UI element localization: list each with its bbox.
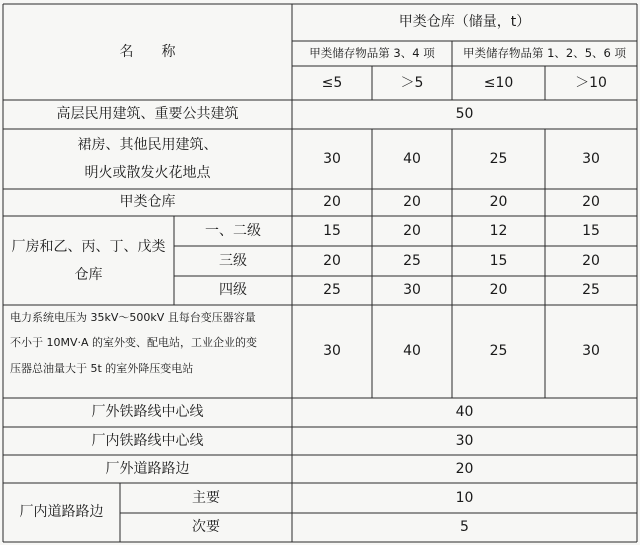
row-label-power-line2: 不小于 10MV·A 的室外变、配电站，工业企业的变 <box>10 336 258 350</box>
row-label-road-out: 厂外道路路边 <box>105 460 190 477</box>
cell-class-a-3: 20 <box>489 194 508 211</box>
cell-grade-4-3: 20 <box>489 282 508 299</box>
row-label-factory-line1: 厂房和乙、丙、丁、戊类 <box>11 238 166 255</box>
cell-grade-4-1: 25 <box>323 282 341 299</box>
row-label-grade-4: 四级 <box>219 282 247 299</box>
cell-grade-3-2: 25 <box>403 252 421 269</box>
row-label-rail-out: 厂外铁路线中心线 <box>91 404 204 421</box>
cell-grade-1-2-2: 20 <box>403 222 421 239</box>
cell-class-a-4: 20 <box>582 194 600 211</box>
cell-grade-4-2: 30 <box>403 282 421 299</box>
column-group-items-3-4: 甲类储存物品第 3、4 项 <box>309 45 435 60</box>
column-group-items-1-2-5-6: 甲类储存物品第 1、2、5、6 项 <box>462 45 627 60</box>
column-sub-le5: ≤5 <box>321 74 343 91</box>
row-label-highrise: 高层民用建筑、重要公共建筑 <box>56 106 239 123</box>
cell-other-2: 40 <box>403 150 421 167</box>
column-sub-gt5: ＞5 <box>400 74 424 91</box>
cell-power-1: 30 <box>323 343 341 360</box>
row-label-other-line2: 明火或散发火花地点 <box>84 165 211 181</box>
row-label-factory <box>3 216 174 305</box>
row-label-factory-line2: 仓库 <box>74 266 103 283</box>
row-label-power-line1: 电力系统电压为 35kV～500kV 且每台变压器容量 <box>10 311 256 324</box>
cell-rail-in-value: 30 <box>455 432 474 449</box>
row-label-other-line1: 裙房、其他民用建筑、 <box>77 137 218 153</box>
cell-other-1: 30 <box>323 150 341 167</box>
row-label-grade-1-2: 一、二级 <box>205 222 261 239</box>
cell-grade-1-2-3: 12 <box>489 222 508 239</box>
row-label-power <box>10 305 290 398</box>
cell-grade-1-2-4: 15 <box>582 222 600 239</box>
cell-road-out-value: 20 <box>455 460 474 477</box>
cell-other-3: 25 <box>489 150 508 167</box>
cell-power-3: 25 <box>489 343 508 360</box>
column-sub-gt10: ＞10 <box>575 74 607 91</box>
cell-road-minor-value: 5 <box>460 519 469 536</box>
row-label-other <box>3 129 292 189</box>
row-label-road-main: 主要 <box>192 489 220 506</box>
row-label-power-line3: 压器总油量大于 5t 的室外降压变电站 <box>10 361 194 375</box>
cell-grade-3-1: 20 <box>323 252 341 269</box>
cell-power-2: 40 <box>403 343 421 360</box>
column-sub-le10: ≤10 <box>483 74 514 91</box>
cell-class-a-1: 20 <box>323 194 341 211</box>
row-label-road-minor: 次要 <box>192 519 220 536</box>
column-header-name <box>3 4 292 100</box>
column-header-storage-title: 甲类仓库（储量，t） <box>398 14 531 31</box>
row-label-road-in: 厂内道路路边 <box>19 504 104 521</box>
name-label: 名 称 <box>119 43 176 60</box>
cell-grade-1-2-1: 15 <box>323 222 341 239</box>
row-label-rail-in: 厂内铁路线中心线 <box>91 432 204 449</box>
cell-other-4: 30 <box>582 150 600 167</box>
cell-rail-out-value: 40 <box>455 404 474 421</box>
cell-grade-4-4: 25 <box>582 282 600 299</box>
cell-grade-3-4: 20 <box>582 252 600 269</box>
cell-road-main-value: 10 <box>455 489 474 506</box>
row-label-class-a: 甲类仓库 <box>119 194 176 211</box>
cell-highrise-value: 50 <box>455 106 474 123</box>
row-label-grade-3: 三级 <box>219 252 247 269</box>
cell-class-a-2: 20 <box>403 194 421 211</box>
cell-grade-3-3: 15 <box>489 252 508 269</box>
cell-power-4: 30 <box>582 343 600 360</box>
